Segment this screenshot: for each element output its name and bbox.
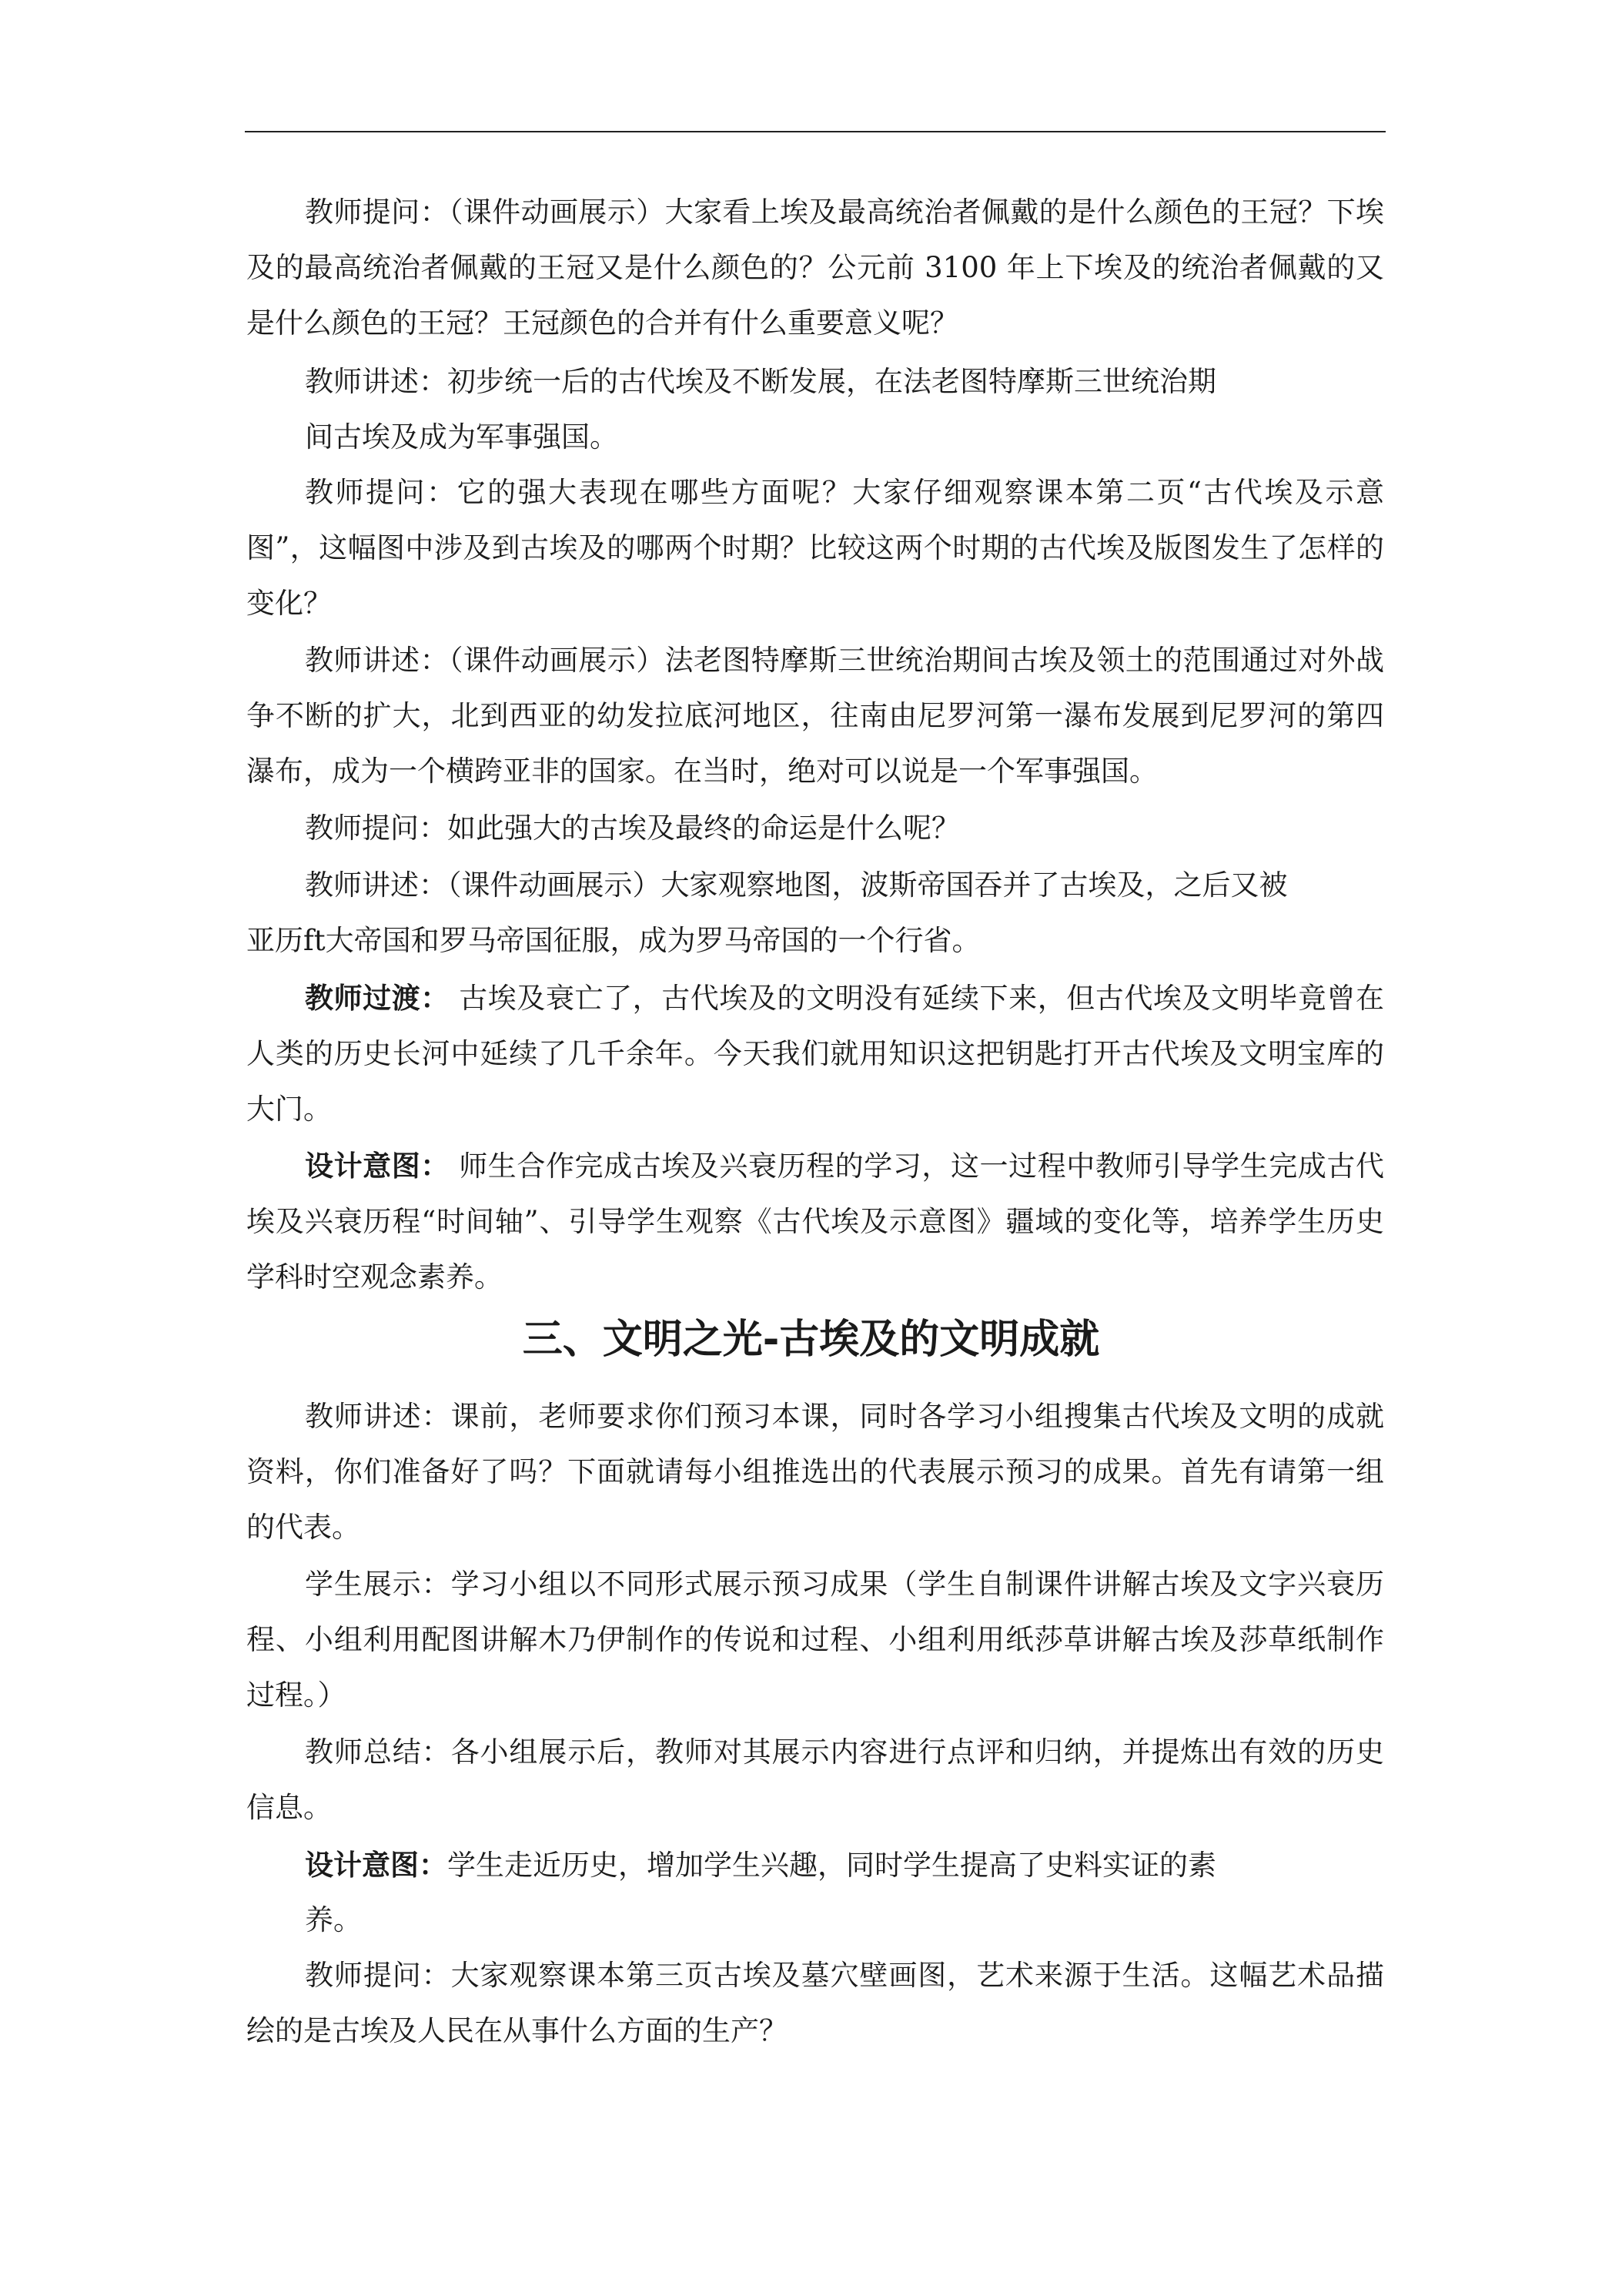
section-heading: 三、文明之光-古埃及的文明成就: [522, 1317, 1100, 1363]
paragraph-text: 学生走近历史，增加学生兴趣，同时学生提高了史料实证的素: [447, 1849, 1216, 1882]
paragraph-teacher-summary: [246, 1725, 1384, 1836]
paragraph-teacher-transition: [246, 970, 1384, 1137]
paragraph-design-intent-2-line2: 养。: [305, 1903, 362, 1936]
paragraph-teacher-lecture-territory: [246, 633, 1384, 799]
paragraph-teacher-question-crowns: [246, 185, 1384, 351]
paragraph-text: 教师讲述：课前，老师要求你们预习本课，同时各学习小组搜集古代埃及文明的成就资料，你们准备好了吗？下面就请每小组推选出的代表展示预习的成果。首先有请第一组的代表。: [246, 1400, 1384, 1544]
paragraph-text: 教师提问：它的强大表现在哪些方面呢？大家仔细观察课本第二页“古代埃及示意图”，这幅图中涉及到古埃及的哪两个时期？比较这两个时期的古代埃及版图发生了怎样的变化？: [246, 476, 1384, 620]
paragraph-text: 学生展示：学习小组以不同形式展示预习成果（学生自制课件讲解古埃及文字兴衰历程、小组利用配图讲解木乃伊制作的传说和过程、小组利用纸莎草讲解古埃及莎草纸制作过程。）: [246, 1568, 1384, 1712]
paragraph-text: 教师总结：各小组展示后，教师对其展示内容进行点评和归纳，并提炼出有效的历史信息。: [246, 1735, 1384, 1824]
paragraph-teacher-question-fate: [246, 801, 1384, 856]
paragraph-text: 教师提问：大家观察课本第三页古埃及墓穴壁画图，艺术来源于生活。这幅艺术品描绘的是古埃及人民在从事什么方面的生产？: [246, 1959, 1384, 2047]
paragraph-design-intent-1: [246, 1138, 1384, 1305]
header-rule: [245, 131, 1386, 132]
paragraph-design-intent-2-line1: [305, 1837, 1216, 1893]
paragraph-label: 设计意图：: [305, 1149, 450, 1183]
paragraph-text: 教师提问：（课件动画展示）大家看上埃及最高统治者佩戴的是什么颜色的王冠？下埃及的最高统治者佩戴的王冠又是什么颜色的？公元前 3100 年上下埃及的统治者佩戴的又是什么颜色的王冠？王冠颜色的合并有什么重要意义呢？: [246, 196, 1384, 340]
paragraph-teacher-lecture-2-line2: 亚历ft大帝国和罗马帝国征服，成为罗马帝国的一个行省。: [246, 924, 981, 957]
paragraph-teacher-lecture-1-line2: 间古埃及成为军事强国。: [305, 420, 618, 454]
paragraph-teacher-lecture-2-line1: 教师讲述：（课件动画展示）大家观察地图，波斯帝国吞并了古埃及，之后又被: [305, 869, 1288, 902]
paragraph-text: 师生合作完成古埃及兴衰历程的学习，这一过程中教师引导学生完成古代埃及兴衰历程“时间轴”、引导学生观察《古代埃及示意图》疆域的变化等，培养学生历史学科时空观念素养。: [246, 1150, 1385, 1294]
paragraph-teacher-question-mural: [246, 1948, 1384, 2059]
paragraph-text: 教师讲述：（课件动画展示）法老图特摩斯三世统治期间古埃及领土的范围通过对外战争不断的扩大，北到西亚的幼发拉底河地区，往南由尼罗河第一瀑布发展到尼罗河的第四瀑布，成为一个横跨亚非的国家。在当时，绝对可以说是一个军事强国。: [246, 644, 1384, 788]
paragraph-teacher-lecture-preview: [246, 1389, 1384, 1555]
paragraph-text: 古埃及衰亡了，古代埃及的文明没有延续下来，但古代埃及文明毕竟曾在人类的历史长河中延续了几千余年。今天我们就用知识这把钥匙打开古代埃及文明宝库的大门。: [246, 982, 1385, 1126]
paragraph-teacher-lecture-1-line1: 教师讲述：初步统一后的古代埃及不断发展，在法老图特摩斯三世统治期: [305, 365, 1216, 398]
paragraph-student-presentation: [246, 1557, 1384, 1723]
paragraph-teacher-question-map: [246, 465, 1384, 631]
paragraph-label: 教师过渡：: [305, 981, 450, 1015]
paragraph-text: 教师提问：如此强大的古埃及最终的命运是什么呢？: [305, 812, 960, 845]
paragraph-label: 设计意图：: [305, 1848, 447, 1882]
